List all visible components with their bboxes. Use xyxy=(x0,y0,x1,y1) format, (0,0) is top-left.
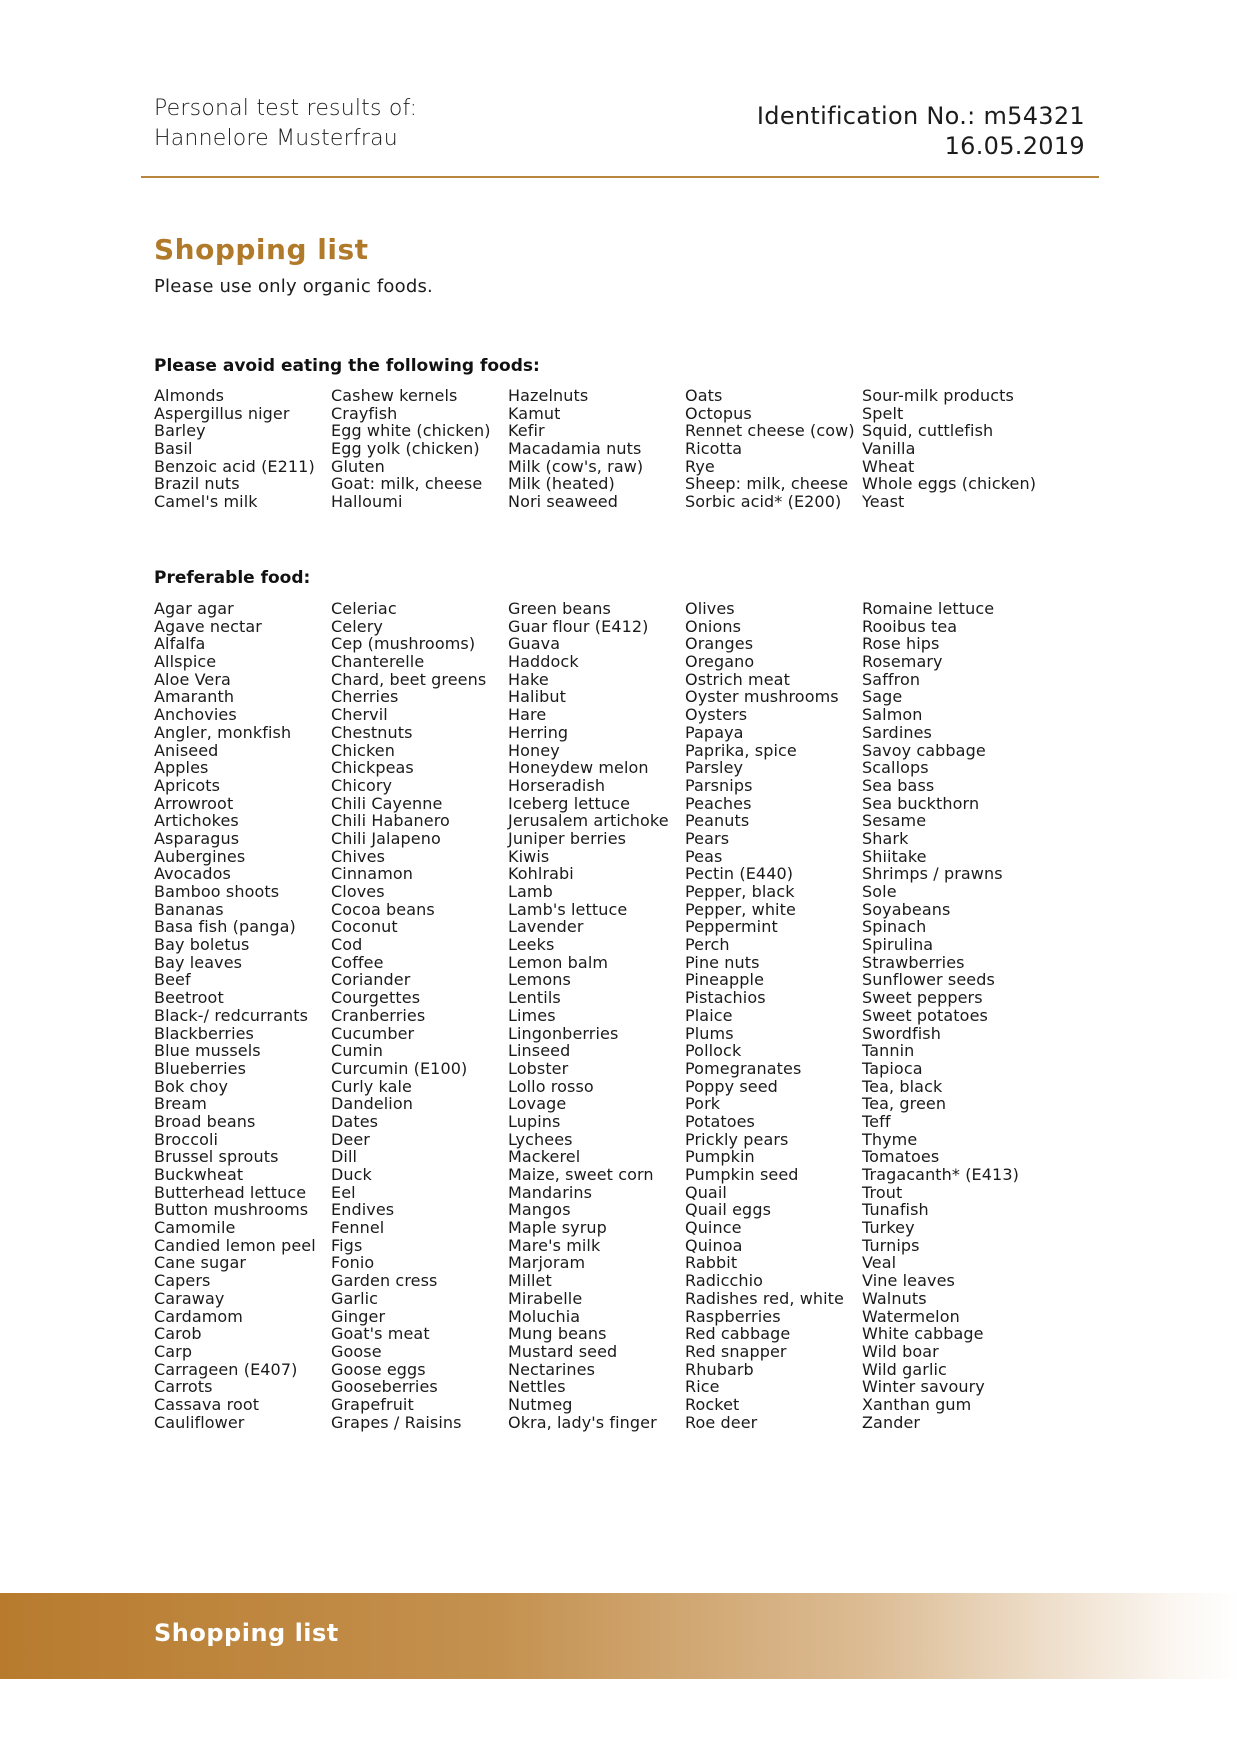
footer-band xyxy=(0,1593,1240,1679)
preferable-food-item: Figs xyxy=(331,1235,363,1255)
preferable-food-item: Rice xyxy=(685,1377,720,1397)
avoid-food-item: Sheep: milk, cheese xyxy=(685,474,849,494)
preferable-column-5 xyxy=(862,600,1038,1431)
preferable-food-item: Goat's meat xyxy=(331,1324,430,1344)
preferable-food-item: Cauliflower xyxy=(154,1412,245,1432)
preferable-food-item: Vine leaves xyxy=(862,1271,955,1291)
preferable-food-item: Tea, green xyxy=(862,1094,947,1114)
preferable-food-item: Red snapper xyxy=(685,1341,787,1361)
preferable-food-item: Kiwis xyxy=(508,846,550,866)
avoid-food-item: Oats xyxy=(685,386,723,405)
preferable-food-item: Turnips xyxy=(862,1235,920,1255)
avoid-food-item: Aspergillus niger xyxy=(154,403,290,423)
preferable-food-item: Cloves xyxy=(331,882,385,901)
preferable-food-item: Rabbit xyxy=(685,1253,738,1273)
preferable-food-item: Oyster mushrooms xyxy=(685,687,839,707)
preferable-food-item: Nutmeg xyxy=(508,1394,573,1414)
preferable-food-item: Leeks xyxy=(508,935,555,955)
preferable-food-item: Peas xyxy=(685,846,723,866)
preferable-food-item: Cherries xyxy=(331,687,399,707)
avoid-food-item: Octopus xyxy=(685,403,752,423)
avoid-column-5 xyxy=(862,387,1038,511)
preferable-food-item: Endives xyxy=(331,1200,395,1220)
preferable-food-item: Carrots xyxy=(154,1377,213,1397)
preferable-food-item: Parsley xyxy=(685,758,744,778)
preferable-food-item: Coffee xyxy=(331,952,384,972)
preferable-food-item: Button mushrooms xyxy=(154,1200,309,1220)
preferable-food-item: Radicchio xyxy=(685,1271,764,1291)
avoid-heading: Please avoid eating the following foods: xyxy=(154,356,540,376)
preferable-food-item: Chestnuts xyxy=(331,722,413,742)
preferable-food-item: Shiitake xyxy=(862,846,927,866)
preferable-food-item: Nectarines xyxy=(508,1359,596,1379)
preferable-food-item: Courgettes xyxy=(331,988,421,1008)
preferable-food-item: Eel xyxy=(331,1182,356,1202)
preferable-food-item: Oranges xyxy=(685,634,754,654)
preferable-food-item: Beef xyxy=(154,970,191,990)
preferable-food-item: Dates xyxy=(331,1111,379,1131)
preferable-food-item: Walnuts xyxy=(862,1288,927,1308)
preferable-food-item: Jerusalem artichoke xyxy=(508,811,669,831)
preferable-food-item: Blue mussels xyxy=(154,1041,261,1061)
preferable-food-item: Sweet potatoes xyxy=(862,1005,988,1025)
preferable-food-item: Apricots xyxy=(154,775,221,795)
preferable-food-item: Carrageen (E407) xyxy=(154,1359,298,1379)
preferable-food-item: Lamb xyxy=(508,882,553,901)
preferable-food-item: Fonio xyxy=(331,1253,375,1273)
avoid-food-item: Rye xyxy=(685,456,715,476)
preferable-food-item: Quail eggs xyxy=(685,1200,772,1220)
preferable-food-item: Celery xyxy=(331,616,383,636)
preferable-food-item: Romaine lettuce xyxy=(862,599,995,618)
report-date: 16.05.2019 xyxy=(944,132,1085,160)
preferable-food-item: Saffron xyxy=(862,669,921,689)
preferable-food-item: Papaya xyxy=(685,722,744,742)
avoid-food-item: Gluten xyxy=(331,456,385,476)
avoid-food-item: Halloumi xyxy=(331,492,403,512)
preferable-food-item: Chard, beet greens xyxy=(331,669,487,689)
preferable-food-item: Parsnips xyxy=(685,775,753,795)
preferable-food-item: Sardines xyxy=(862,722,932,742)
preferable-food-item: Honeydew melon xyxy=(508,758,649,778)
avoid-food-item: Camel's milk xyxy=(154,492,258,512)
avoid-food-item: Basil xyxy=(154,439,193,459)
preferable-food-item: Chervil xyxy=(331,705,388,725)
preferable-food-item: Caraway xyxy=(154,1288,225,1308)
preferable-food-item: Cassava root xyxy=(154,1394,260,1414)
avoid-food-item: Milk (heated) xyxy=(508,474,615,494)
preferable-food-item: Red cabbage xyxy=(685,1324,791,1344)
preferable-food-item: Lemon balm xyxy=(508,952,609,972)
preferable-food-item: Winter savoury xyxy=(862,1377,985,1397)
preferable-food-item: Tapioca xyxy=(862,1058,923,1078)
preferable-food-item: Tragacanth* (E413) xyxy=(862,1165,1019,1184)
avoid-food-item: Squid, cuttlefish xyxy=(862,421,994,441)
preferable-food-item: Coriander xyxy=(331,970,411,990)
preferable-food-item: Bream xyxy=(154,1094,207,1114)
page-title: Shopping list xyxy=(154,233,369,266)
preferable-food-item: Maple syrup xyxy=(508,1218,607,1238)
preferable-food-item: Celeriac xyxy=(331,599,397,618)
preferable-food-item: Mustard seed xyxy=(508,1341,618,1361)
preferable-food-item: Potatoes xyxy=(685,1111,755,1131)
preferable-food-item: Curly kale xyxy=(331,1076,412,1096)
preferable-food-item: Deer xyxy=(331,1129,370,1149)
preferable-food-item: Avocados xyxy=(154,864,231,884)
preferable-food-item: Brussel sprouts xyxy=(154,1147,279,1167)
preferable-food-item: Lingonberries xyxy=(508,1023,619,1043)
preferable-food-item: Radishes red, white xyxy=(685,1288,845,1308)
preferable-food-item: Guava xyxy=(508,634,561,654)
preferable-food-item: Chicory xyxy=(331,775,393,795)
preferable-food-item: Lamb's lettuce xyxy=(508,899,628,919)
preferable-food-item: Lentils xyxy=(508,988,561,1008)
preferable-food-item: Chives xyxy=(331,846,386,866)
preferable-food-item: Pepper, white xyxy=(685,899,796,919)
preferable-food-item: Artichokes xyxy=(154,811,239,831)
preferable-food-item: Ostrich meat xyxy=(685,669,790,689)
preferable-food-item: Maize, sweet corn xyxy=(508,1165,654,1184)
preferable-food-item: Lavender xyxy=(508,917,584,937)
preferable-food-item: Perch xyxy=(685,935,730,955)
preferable-food-item: Sole xyxy=(862,882,897,901)
avoid-food-item: Rennet cheese (cow) xyxy=(685,421,855,441)
preferable-food-item: Aloe Vera xyxy=(154,669,231,689)
preferable-food-item: Grapefruit xyxy=(331,1394,414,1414)
preferable-food-item: Rocket xyxy=(685,1394,740,1414)
preferable-food-item: Cranberries xyxy=(331,1005,426,1025)
preferable-food-item: Linseed xyxy=(508,1041,571,1061)
preferable-food-item: Pumpkin seed xyxy=(685,1165,799,1184)
avoid-food-item: Crayfish xyxy=(331,403,398,423)
preferable-food-item: Peppermint xyxy=(685,917,778,937)
avoid-food-item: Whole eggs (chicken) xyxy=(862,474,1037,494)
preferable-food-item: Marjoram xyxy=(508,1253,586,1273)
preferable-food-item: Duck xyxy=(331,1165,372,1184)
preferable-food-item: Bay boletus xyxy=(154,935,250,955)
preferable-food-item: Spirulina xyxy=(862,935,934,955)
preferable-food-item: Goose xyxy=(331,1341,382,1361)
preferable-food-item: Apples xyxy=(154,758,209,778)
preferable-food-item: Trout xyxy=(862,1182,903,1202)
avoid-food-item: Sour-milk products xyxy=(862,386,1014,405)
preferable-food-item: Guar flour (E412) xyxy=(508,616,649,636)
preferable-food-item: Sea buckthorn xyxy=(862,793,980,813)
preferable-food-item: Plums xyxy=(685,1023,734,1043)
preferable-food-item: Pollock xyxy=(685,1041,742,1061)
preferable-food-item: Cumin xyxy=(331,1041,383,1061)
preferable-food-item: Tomatoes xyxy=(862,1147,940,1167)
preferable-food-item: Oregano xyxy=(685,652,755,672)
preferable-food-item: Buckwheat xyxy=(154,1165,244,1184)
preferable-food-item: Agave nectar xyxy=(154,616,262,636)
avoid-food-item: Egg yolk (chicken) xyxy=(331,439,480,459)
avoid-food-item: Yeast xyxy=(862,492,905,512)
header-label: Personal test results of: xyxy=(154,96,418,121)
preferable-food-item: Plaice xyxy=(685,1005,733,1025)
preferable-food-item: Kohlrabi xyxy=(508,864,574,884)
avoid-food-item: Sorbic acid* (E200) xyxy=(685,492,842,512)
preferable-food-item: Iceberg lettuce xyxy=(508,793,631,813)
preferable-food-item: Candied lemon peel xyxy=(154,1235,316,1255)
preferable-food-item: Basa fish (panga) xyxy=(154,917,296,937)
preferable-food-item: Black-/ redcurrants xyxy=(154,1005,309,1025)
preferable-food-item: Chicken xyxy=(331,740,395,760)
preferable-food-item: Watermelon xyxy=(862,1306,960,1326)
preferable-food-item: Fennel xyxy=(331,1218,385,1238)
preferable-food-item: Aniseed xyxy=(154,740,219,760)
preferable-food-item: Wild boar xyxy=(862,1341,939,1361)
preferable-food-item: Bay leaves xyxy=(154,952,243,972)
preferable-food-item: Goose eggs xyxy=(331,1359,426,1379)
preferable-food-item: Chanterelle xyxy=(331,652,425,672)
preferable-food-item: Asparagus xyxy=(154,828,240,848)
preferable-food-item: Grapes / Raisins xyxy=(331,1412,462,1432)
preferable-food-item: Quinoa xyxy=(685,1235,743,1255)
patient-name: Hannelore Musterfrau xyxy=(154,126,398,151)
preferable-food-item: Lupins xyxy=(508,1111,561,1131)
preferable-food-item: Mandarins xyxy=(508,1182,593,1202)
avoid-food-item: Barley xyxy=(154,421,206,441)
preferable-food-item: Rosemary xyxy=(862,652,943,672)
header-patient-block xyxy=(154,94,417,154)
preferable-food-item: Peanuts xyxy=(685,811,750,831)
preferable-food-item: Herring xyxy=(508,722,569,742)
preferable-food-item: Mackerel xyxy=(508,1147,581,1167)
preferable-food-item: Salmon xyxy=(862,705,923,725)
preferable-food-item: Dandelion xyxy=(331,1094,413,1114)
preferable-food-item: Butterhead lettuce xyxy=(154,1182,307,1202)
preferable-food-item: Broccoli xyxy=(154,1129,219,1149)
preferable-food-item: Blackberries xyxy=(154,1023,254,1043)
avoid-column-3 xyxy=(508,387,684,511)
preferable-food-item: Chili Habanero xyxy=(331,811,450,831)
avoid-food-item: Nori seaweed xyxy=(508,492,618,512)
avoid-food-item: Milk (cow's, raw) xyxy=(508,456,644,476)
avoid-column-1 xyxy=(154,387,330,511)
preferable-food-item: Angler, monkfish xyxy=(154,722,292,742)
avoid-column-2 xyxy=(331,387,507,511)
preferable-food-item: Xanthan gum xyxy=(862,1394,972,1414)
preferable-food-item: Pineapple xyxy=(685,970,765,990)
preferable-food-item: Sea bass xyxy=(862,775,935,795)
preferable-food-item: Bok choy xyxy=(154,1076,229,1096)
avoid-food-item: Cashew kernels xyxy=(331,386,458,405)
preferable-food-item: Anchovies xyxy=(154,705,237,725)
preferable-food-item: Sesame xyxy=(862,811,927,831)
preferable-food-item: Oysters xyxy=(685,705,748,725)
preferable-food-item: Tannin xyxy=(862,1041,915,1061)
preferable-food-item: Halibut xyxy=(508,687,566,707)
preferable-food-item: Tea, black xyxy=(862,1076,943,1096)
preferable-food-item: Mirabelle xyxy=(508,1288,583,1308)
avoid-food-list xyxy=(154,386,1037,517)
preferable-food-item: Poppy seed xyxy=(685,1076,778,1096)
avoid-food-item: Egg white (chicken) xyxy=(331,421,491,441)
preferable-food-item: Quince xyxy=(685,1218,742,1238)
preferable-food-item: Hare xyxy=(508,705,547,725)
preferable-food-item: Pumpkin xyxy=(685,1147,755,1167)
avoid-food-item: Almonds xyxy=(154,386,225,405)
preferable-food-item: Shrimps / prawns xyxy=(862,864,1003,884)
preferable-food-item: Cane sugar xyxy=(154,1253,247,1273)
preferable-food-item: Savoy cabbage xyxy=(862,740,986,760)
preferable-food-item: Sage xyxy=(862,687,903,707)
preferable-food-item: Pepper, black xyxy=(685,882,795,901)
preferable-food-item: Thyme xyxy=(862,1129,918,1149)
avoid-food-item: Brazil nuts xyxy=(154,474,240,494)
preferable-food-item: Sunflower seeds xyxy=(862,970,995,990)
preferable-food-item: Gooseberries xyxy=(331,1377,438,1397)
avoid-food-item: Macadamia nuts xyxy=(508,439,642,459)
avoid-food-item: Vanilla xyxy=(862,439,916,459)
preferable-food-item: Lovage xyxy=(508,1094,567,1114)
preferable-food-item: Cep (mushrooms) xyxy=(331,634,476,654)
preferable-food-item: Rhubarb xyxy=(685,1359,754,1379)
preferable-food-item: Lobster xyxy=(508,1058,569,1078)
preferable-food-item: Blueberries xyxy=(154,1058,247,1078)
preferable-food-item: Roe deer xyxy=(685,1412,758,1432)
preferable-food-item: Zander xyxy=(862,1412,921,1432)
preferable-food-item: Lychees xyxy=(508,1129,573,1149)
preferable-food-item: Chili Cayenne xyxy=(331,793,443,813)
preferable-food-item: Cocoa beans xyxy=(331,899,435,919)
avoid-food-item: Ricotta xyxy=(685,439,743,459)
preferable-column-2 xyxy=(331,600,507,1431)
avoid-column-4 xyxy=(685,387,861,511)
preferable-food-item: Shark xyxy=(862,828,909,848)
preferable-food-item: Capers xyxy=(154,1271,211,1291)
preferable-food-item: Turkey xyxy=(862,1218,915,1238)
preferable-food-item: Swordfish xyxy=(862,1023,941,1043)
preferable-food-item: Cucumber xyxy=(331,1023,415,1043)
preferable-food-item: Bamboo shoots xyxy=(154,882,280,901)
preferable-food-item: Rose hips xyxy=(862,634,940,654)
preferable-food-item: Cod xyxy=(331,935,363,955)
preferable-food-item: Allspice xyxy=(154,652,217,672)
preferable-food-item: Pistachios xyxy=(685,988,766,1008)
preferable-food-list xyxy=(154,600,1034,1440)
preferable-food-item: Haddock xyxy=(508,652,579,672)
preferable-food-item: Cinnamon xyxy=(331,864,414,884)
preferable-food-item: Wild garlic xyxy=(862,1359,947,1379)
preferable-food-item: Peaches xyxy=(685,793,752,813)
avoid-food-item: Wheat xyxy=(862,456,915,476)
preferable-food-item: Rooibus tea xyxy=(862,616,958,636)
preferable-food-item: Pears xyxy=(685,828,730,848)
preferable-column-1 xyxy=(154,600,330,1431)
preferable-food-item: Mung beans xyxy=(508,1324,607,1344)
avoid-food-item: Spelt xyxy=(862,403,904,423)
preferable-food-item: Cardamom xyxy=(154,1306,243,1326)
preferable-food-item: Onions xyxy=(685,616,742,636)
preferable-food-item: Broad beans xyxy=(154,1111,256,1131)
preferable-food-item: Veal xyxy=(862,1253,897,1273)
preferable-food-item: Lollo rosso xyxy=(508,1076,594,1096)
preferable-food-item: Quail xyxy=(685,1182,727,1202)
avoid-food-item: Benzoic acid (E211) xyxy=(154,456,315,476)
preferable-food-item: Prickly pears xyxy=(685,1129,789,1149)
preferable-food-item: Mare's milk xyxy=(508,1235,601,1255)
identification-number: Identification No.: m54321 xyxy=(756,102,1085,130)
preferable-food-item: Soyabeans xyxy=(862,899,951,919)
preferable-food-item: Raspberries xyxy=(685,1306,781,1326)
preferable-food-item: Tunafish xyxy=(862,1200,929,1220)
preferable-food-item: Green beans xyxy=(508,599,611,618)
preferable-food-item: Honey xyxy=(508,740,560,760)
preferable-food-item: Arrowroot xyxy=(154,793,234,813)
preferable-column-3 xyxy=(508,600,684,1431)
preferable-food-item: Chickpeas xyxy=(331,758,414,778)
preferable-food-item: Pomegranates xyxy=(685,1058,802,1078)
preferable-food-item: Alfalfa xyxy=(154,634,206,654)
footer-title: Shopping list xyxy=(154,1619,339,1647)
preferable-heading: Preferable food: xyxy=(154,568,311,588)
preferable-food-item: Olives xyxy=(685,599,735,618)
preferable-food-item: Strawberries xyxy=(862,952,965,972)
preferable-food-item: Bananas xyxy=(154,899,224,919)
preferable-food-item: Pork xyxy=(685,1094,721,1114)
preferable-food-item: Sweet peppers xyxy=(862,988,983,1008)
preferable-food-item: Moluchia xyxy=(508,1306,581,1326)
preferable-food-item: Carp xyxy=(154,1341,193,1361)
preferable-food-item: Aubergines xyxy=(154,846,246,866)
preferable-food-item: Ginger xyxy=(331,1306,386,1326)
preferable-food-item: Teff xyxy=(862,1111,891,1131)
avoid-food-item: Goat: milk, cheese xyxy=(331,474,483,494)
preferable-food-item: Paprika, spice xyxy=(685,740,797,760)
preferable-food-item: Pine nuts xyxy=(685,952,760,972)
preferable-food-item: Carob xyxy=(154,1324,202,1344)
preferable-food-item: Garden cress xyxy=(331,1271,438,1291)
preferable-column-4 xyxy=(685,600,861,1431)
preferable-food-item: Lemons xyxy=(508,970,571,990)
preferable-food-item: Spinach xyxy=(862,917,927,937)
preferable-food-item: Curcumin (E100) xyxy=(331,1058,468,1078)
preferable-food-item: Agar agar xyxy=(154,599,234,618)
preferable-food-item: Hake xyxy=(508,669,549,689)
avoid-food-item: Kefir xyxy=(508,421,545,441)
preferable-food-item: Camomile xyxy=(154,1218,236,1238)
preferable-food-item: Scallops xyxy=(862,758,929,778)
page-subtitle: Please use only organic foods. xyxy=(154,276,433,297)
header-divider xyxy=(141,176,1099,178)
avoid-food-item: Hazelnuts xyxy=(508,386,589,405)
preferable-food-item: White cabbage xyxy=(862,1324,984,1344)
header-id-block xyxy=(757,101,1085,161)
avoid-food-item: Kamut xyxy=(508,403,561,423)
preferable-food-item: Beetroot xyxy=(154,988,224,1008)
preferable-food-item: Limes xyxy=(508,1005,556,1025)
preferable-food-item: Dill xyxy=(331,1147,358,1167)
preferable-food-item: Chili Jalapeno xyxy=(331,828,441,848)
preferable-food-item: Pectin (E440) xyxy=(685,864,794,884)
preferable-food-item: Coconut xyxy=(331,917,398,937)
preferable-food-item: Amaranth xyxy=(154,687,235,707)
preferable-food-item: Okra, lady's finger xyxy=(508,1412,657,1432)
preferable-food-item: Horseradish xyxy=(508,775,606,795)
preferable-food-item: Juniper berries xyxy=(508,828,627,848)
preferable-food-item: Mangos xyxy=(508,1200,571,1220)
preferable-food-item: Nettles xyxy=(508,1377,566,1397)
preferable-food-item: Garlic xyxy=(331,1288,379,1308)
preferable-food-item: Millet xyxy=(508,1271,552,1291)
